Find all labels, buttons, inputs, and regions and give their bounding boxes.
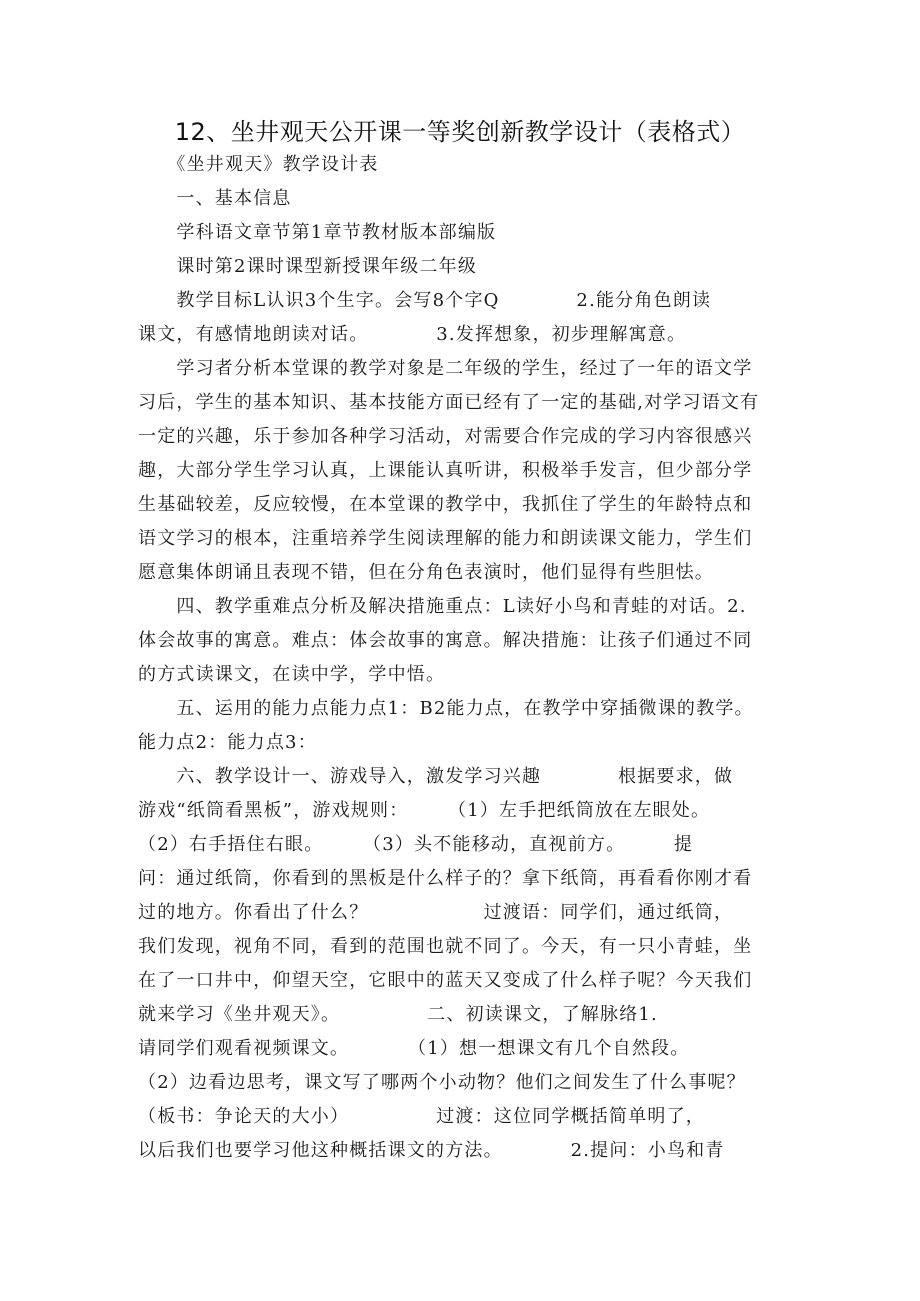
paragraph-line: 教学目标L认识3个生字。会写8个字Q 2.能分角色朗读 [138, 290, 712, 311]
paragraph-line: 游戏“纸筒看黑板”，游戏规则： （1）左手把纸筒放在左眼处。 [138, 800, 711, 821]
paragraph-line: 过的地方。你看出了什么？ 过渡语：同学们，通过纸筒， [138, 902, 734, 923]
paragraph-line: 语文学习的根本，注重培养学生阅读理解的能力和朗读课文能力，学生们 [138, 528, 753, 549]
paragraph-line: 趣，大部分学生学习认真，上课能认真听讲，积极举手发言，但少部分学 [138, 460, 753, 481]
paragraph-line: （板书：争论天的大小） 过渡：这位同学概括简单明了， [138, 1106, 705, 1127]
paragraph-line: 四、教学重难点分析及解决措施重点：L读好小鸟和青蛙的对话。2. [138, 596, 747, 617]
paragraph-line: 愿意集体朗诵且表现不错，但在分角色表演时，他们显得有些胆怯。 [138, 562, 714, 583]
paragraph-line: 课文，有感情地朗读对话。 3.发挥想象，初步理解寓意。 [138, 324, 687, 345]
paragraph-line: 在了一口井中，仰望天空，它眼中的蓝天又变成了什么样子呢？今天我们 [138, 970, 753, 991]
paragraph-line: （2）边看边思考，课文写了哪两个小动物？他们之间发生了什么事呢？ [138, 1072, 746, 1093]
paragraph-line: 习后，学生的基本知识、基本技能方面已经有了一定的基础,对学习语文有 [138, 392, 760, 413]
paragraph-line: 问：通过纸筒，你看到的黑板是什么样子的？拿下纸筒，再看看你刚才看 [138, 868, 753, 889]
paragraph-line: 六、教学设计一、游戏导入，激发学习兴趣 根据要求，做 [138, 766, 734, 787]
paragraph-line: 五、运用的能力点能力点1：B2能力点，在教学中穿插微课的教学。 [138, 698, 754, 719]
paragraph-line: 生基础较差，反应较慢，在本堂课的教学中，我抓住了学生的年龄特点和 [138, 494, 753, 515]
paragraph-line: 我们发现，视角不同，看到的范围也就不同了。今天，有一只小青蛙，坐 [138, 936, 753, 957]
paragraph-line: 能力点2：能力点3： [138, 732, 317, 753]
paragraph-line: 一定的兴趣，乐于参加各种学习活动，对需要合作完成的学习内容很感兴 [138, 426, 753, 447]
document-title: 12、坐井观天公开课一等奖创新教学设计（表格式） [174, 118, 746, 146]
paragraph-line: 的方式读课文，在读中学，学中悟。 [138, 664, 446, 685]
paragraph-line: 就来学习《坐井观天》。 二、初读课文，了解脉络1. [138, 1004, 658, 1025]
paragraph-line: 课时第2课时课型新授课年级二年级 [138, 256, 478, 277]
paragraph-line: 学科语文章节第1章节教材版本部编版 [138, 222, 497, 243]
paragraph-line: 请同学们观看视频课文。 （1）想一想课文有几个自然段。 [138, 1038, 690, 1059]
paragraph-line: 体会故事的寓意。难点：体会故事的寓意。解决措施：让孩子们通过不同 [138, 630, 753, 651]
paragraph-line: 学习者分析本堂课的教学对象是二年级的学生，经过了一年的语文学 [138, 358, 753, 379]
table-caption: 《坐井观天》教学设计表 [138, 154, 379, 175]
paragraph-line: （2）右手捂住右眼。 （3）头不能移动，直视前方。 提 [138, 834, 694, 855]
section-heading-basic-info: 一、基本信息 [138, 188, 292, 209]
paragraph-line: 以后我们也要学习他这种概括课文的方法。 2.提问：小鸟和青 [138, 1140, 725, 1161]
